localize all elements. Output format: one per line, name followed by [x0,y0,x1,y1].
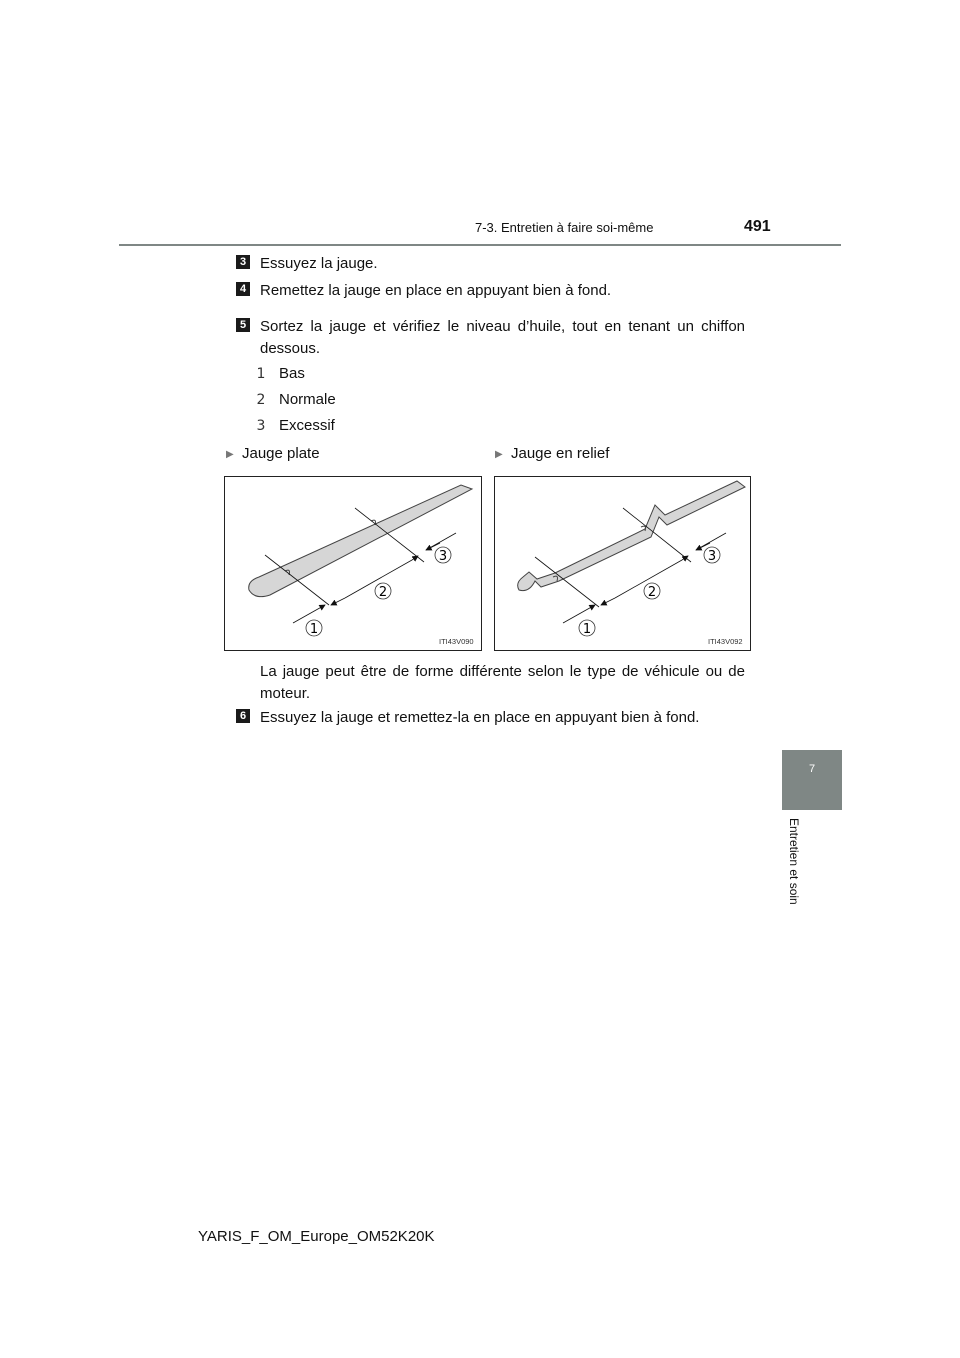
step-text: Essuyez la jauge. [260,255,378,272]
chapter-tab [782,750,842,810]
header-divider [119,244,841,246]
number-1-icon: 1 [256,366,266,382]
step-number-badge: 3 [236,255,250,269]
figure-code: ITI43V090 [439,637,474,646]
number-3-icon: 3 [256,418,266,434]
document-footer: YARIS_F_OM_Europe_OM52K20K [198,1228,435,1245]
step-text: Sortez la jauge et vérifiez le niveau d’huile, tout en tenant un chiffon [260,318,745,335]
callout-1: 1 [582,622,592,637]
step-text-continued: dessous. [260,340,321,357]
callout-3: 3 [438,549,448,564]
triangle-bullet-icon: ▶ [226,449,234,460]
chapter-title: Entretien et soin [787,818,801,905]
step-text: Essuyez la jauge et remettez-la en place en appuyant bien à fond. [260,709,700,726]
note-text: La jauge peut être de forme différente selon le type de véhicule ou de [260,663,745,680]
callout-2: 2 [378,585,388,600]
figure-title: Jauge plate [242,445,320,462]
level-label: Bas [279,365,305,382]
figure-title: Jauge en relief [511,445,610,462]
figure-code: ITI43V092 [708,637,743,646]
raised-dipstick-illustration [495,477,750,650]
callout-3: 3 [707,549,717,564]
level-label: Excessif [279,417,335,434]
page-number: 491 [744,218,771,235]
step-text: Remettez la jauge en place en appuyant bien à fond. [260,282,612,299]
step-number-badge: 4 [236,282,250,296]
step-number-badge: 6 [236,709,250,723]
note-text-continued: moteur. [260,685,311,702]
step-number-badge: 5 [236,318,250,332]
level-label: Normale [279,391,336,408]
flat-dipstick-illustration [225,477,481,650]
flat-dipstick-figure [224,476,482,651]
raised-dipstick-figure [494,476,751,651]
callout-1: 1 [309,622,319,637]
number-2-icon: 2 [256,392,266,408]
section-title: 7-3. Entretien à faire soi-même [475,220,654,235]
chapter-number: 7 [808,763,816,775]
triangle-bullet-icon: ▶ [495,449,503,460]
callout-2: 2 [647,585,657,600]
